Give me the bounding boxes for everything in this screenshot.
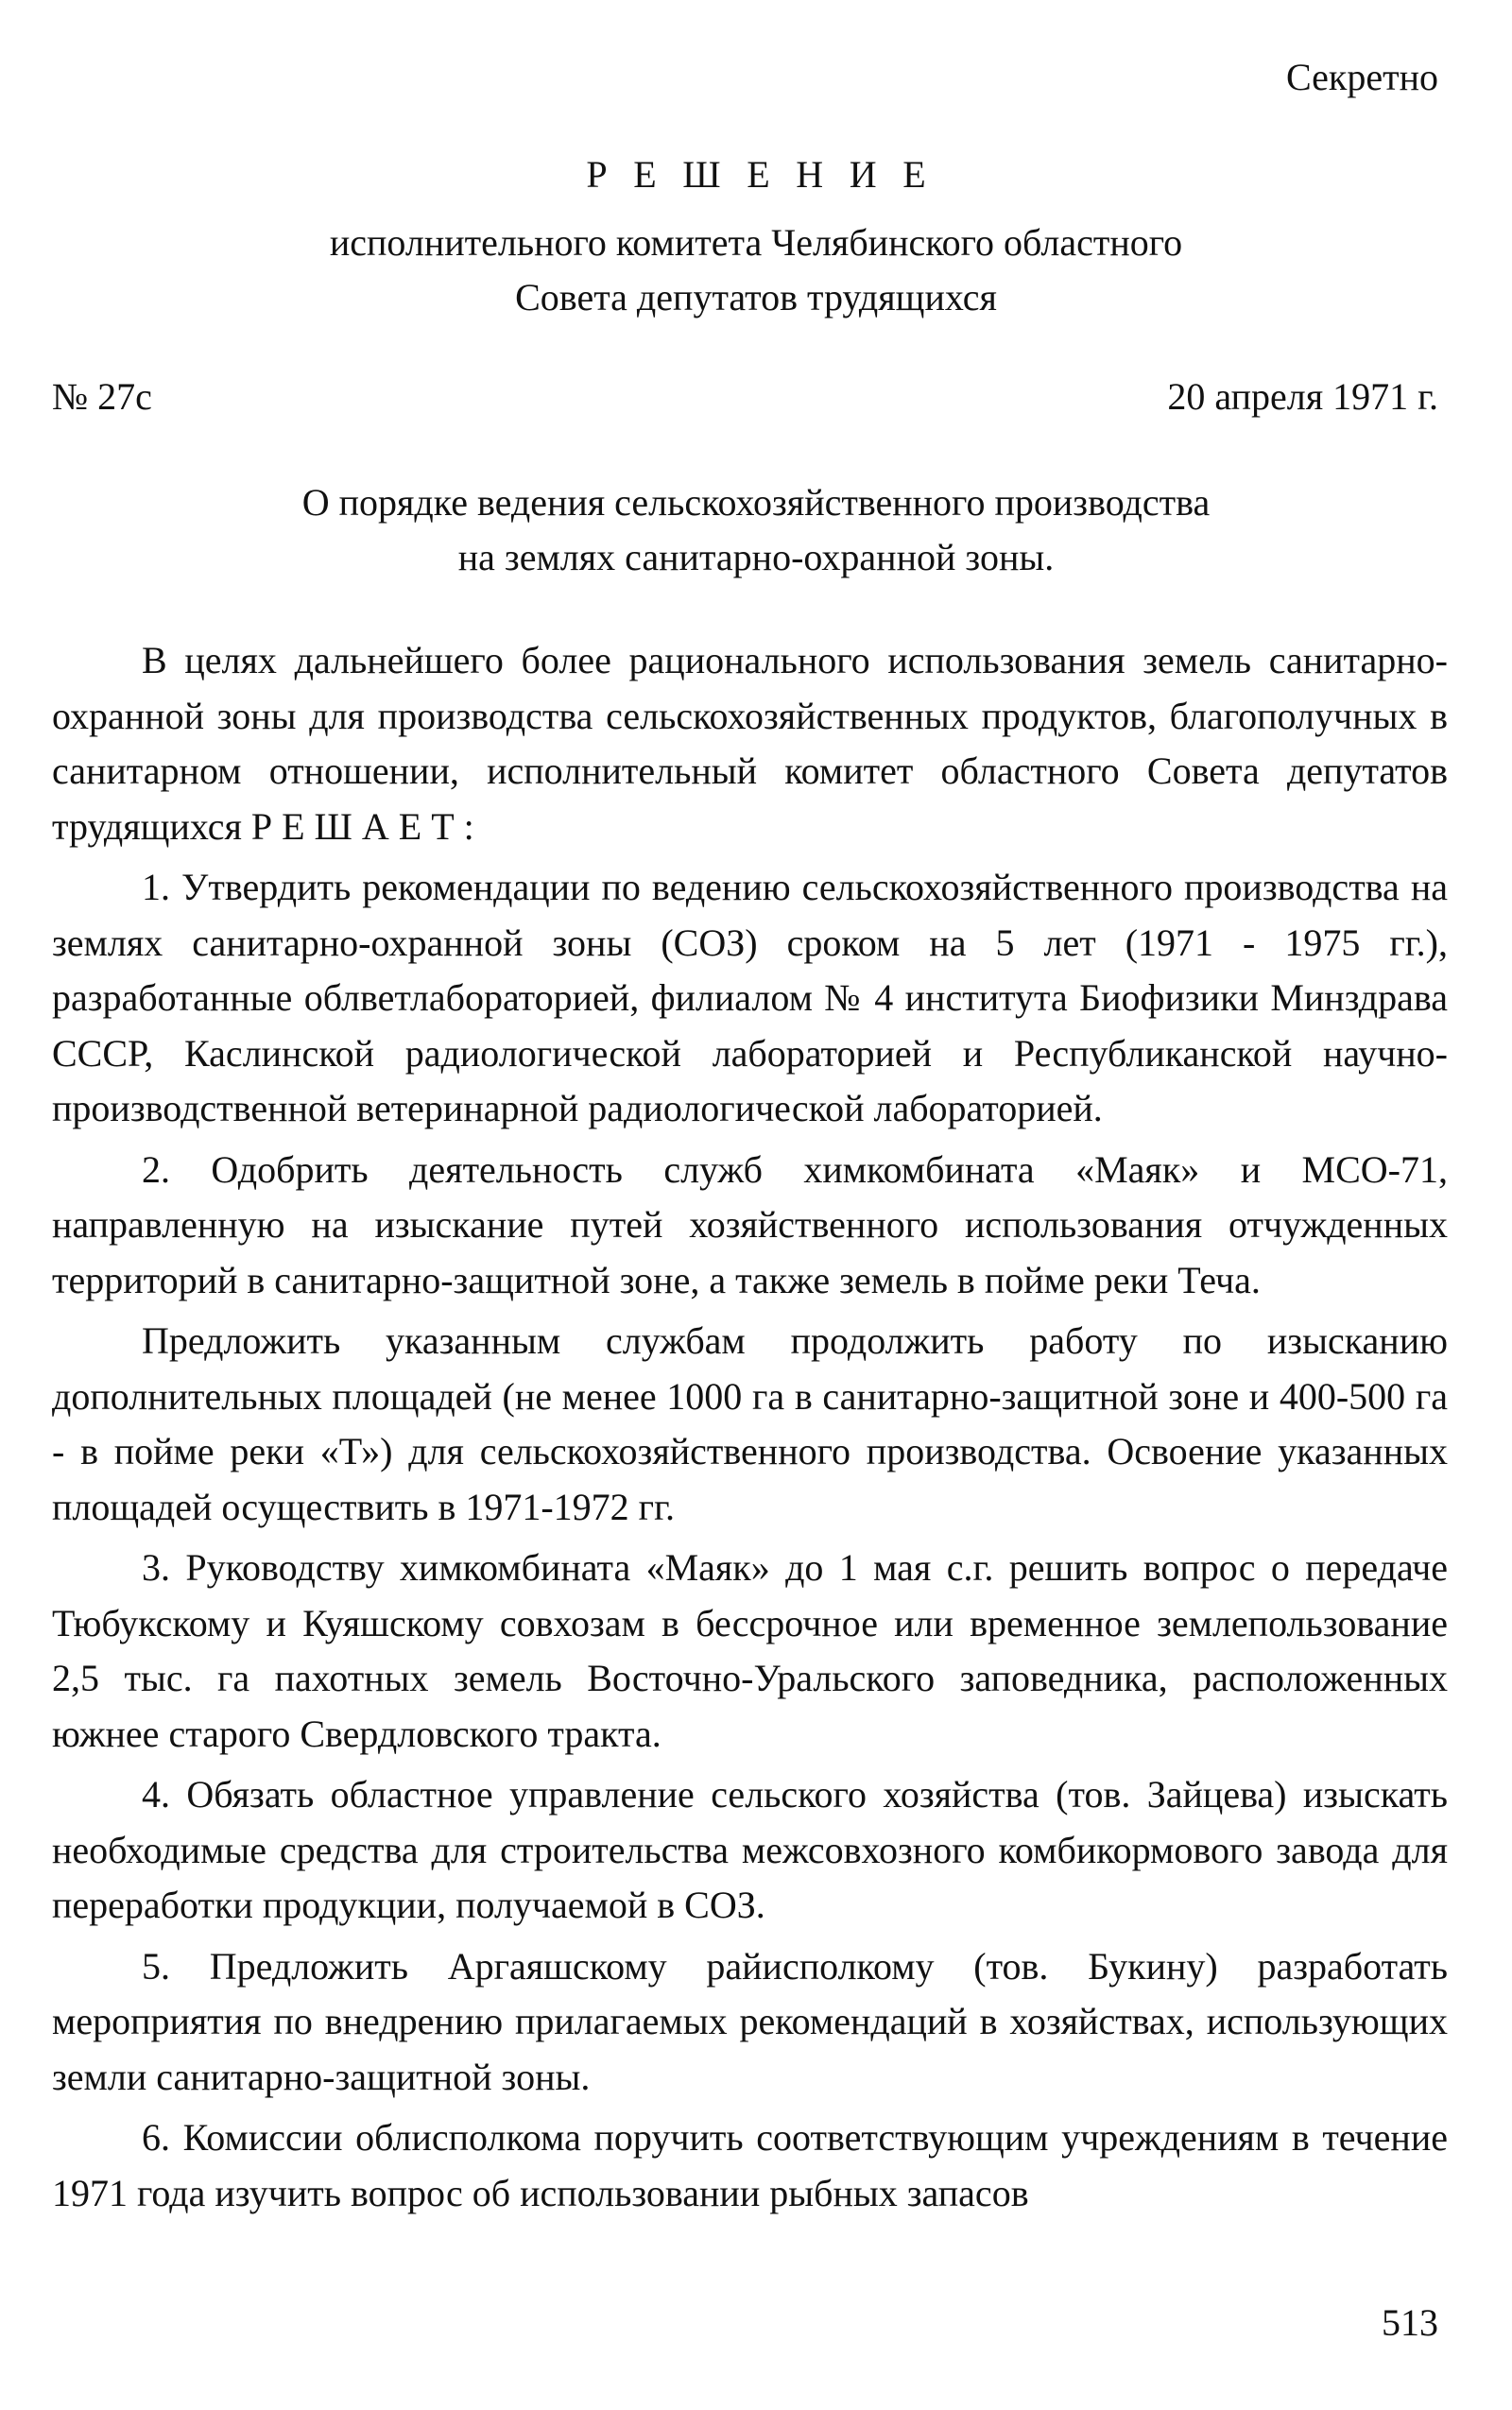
body-paragraph: 6. Комиссии облисполкома поручить соответствующим учреждениям в течение 1971 года изучить вопрос об использовании рыбных запасов: [52, 2116, 1448, 2214]
document-date: 20 апреля 1971 г.: [1167, 375, 1438, 418]
body-paragraph: 2. Одобрить деятельность служб химкомбината «Маяк» и МСО-71, направленную на изыскание путей хозяйственного использования отчужденных территорий в санитарно-защитной зоне, а также земель в пойме реки Теча.: [52, 1147, 1448, 1301]
issuer-line: исполнительного комитета Челябинского областного: [329, 221, 1183, 264]
subject-line: О порядке ведения сельскохозяйственного производства: [301, 481, 1211, 524]
issuer-block: [0, 215, 1512, 325]
document-title: Р Е Ш Е Н И Е: [586, 153, 935, 196]
body-paragraph: 5. Предложить Аргаяшскому райисполкому (тов. Букину) разработать мероприятия по внедрению прилагаемых рекомендаций в хозяйствах, использующих земли санитарно-защитной зоны.: [52, 1944, 1448, 2098]
issuer-line: Совета депутатов трудящихся: [515, 276, 997, 318]
body-paragraph: 4. Обязать областное управление сельского хозяйства (тов. Зайцева) изыскать необходимые средства для строительства межсовхозного комбикормового завода для переработки продукции, получаемой в СОЗ.: [52, 1773, 1448, 1926]
subject-line: на землях санитарно-охранной зоны.: [457, 536, 1055, 578]
body-paragraph: В целях дальнейшего более рационального использования земель санитарно-охранной зоны для производства сельскохозяйственных продуктов, благополучных в санитарном отношении, исполнительный комитет областного Совета депутатов трудящихся Р Е Ш А Е Т :: [52, 639, 1448, 848]
document-number: № 27с: [52, 375, 152, 418]
body-paragraph: 1. Утвердить рекомендации по ведению сельскохозяйственного производства на землях санитарно-охранной зоны (СОЗ) сроком на 5 лет (1971 - 1975 гг.), разработанные облветлабораторией, филиалом № 4 института Биофизики Минздрава СССР, Каслинской радиологической лабораторией и Республиканской научно-производственной ветеринарной радиологической лабораторией.: [52, 866, 1448, 1129]
document-body: [52, 633, 1448, 2227]
body-paragraph: Предложить указанным службам продолжить работу по изысканию дополнительных площадей (не менее 1000 га в санитарно-защитной зоне и 400-500 га - в пойме реки «Т») для сельскохозяйственного производства. Освоение указанных площадей осуществить в 1971-1972 гг.: [52, 1319, 1448, 1528]
document-subject: [0, 475, 1512, 585]
classification-stamp: Секретно: [1286, 56, 1438, 98]
body-paragraph: 3. Руководству химкомбината «Маяк» до 1 мая с.г. решить вопрос о передаче Тюбукскому и Куяшскому совхозам в бессрочное или временное землепользование 2,5 тыс. га пахотных земель Восточно-Уральского заповедника, расположенных южнее старого Свердловского тракта.: [52, 1546, 1448, 1755]
page-number: 513: [1382, 2301, 1438, 2344]
